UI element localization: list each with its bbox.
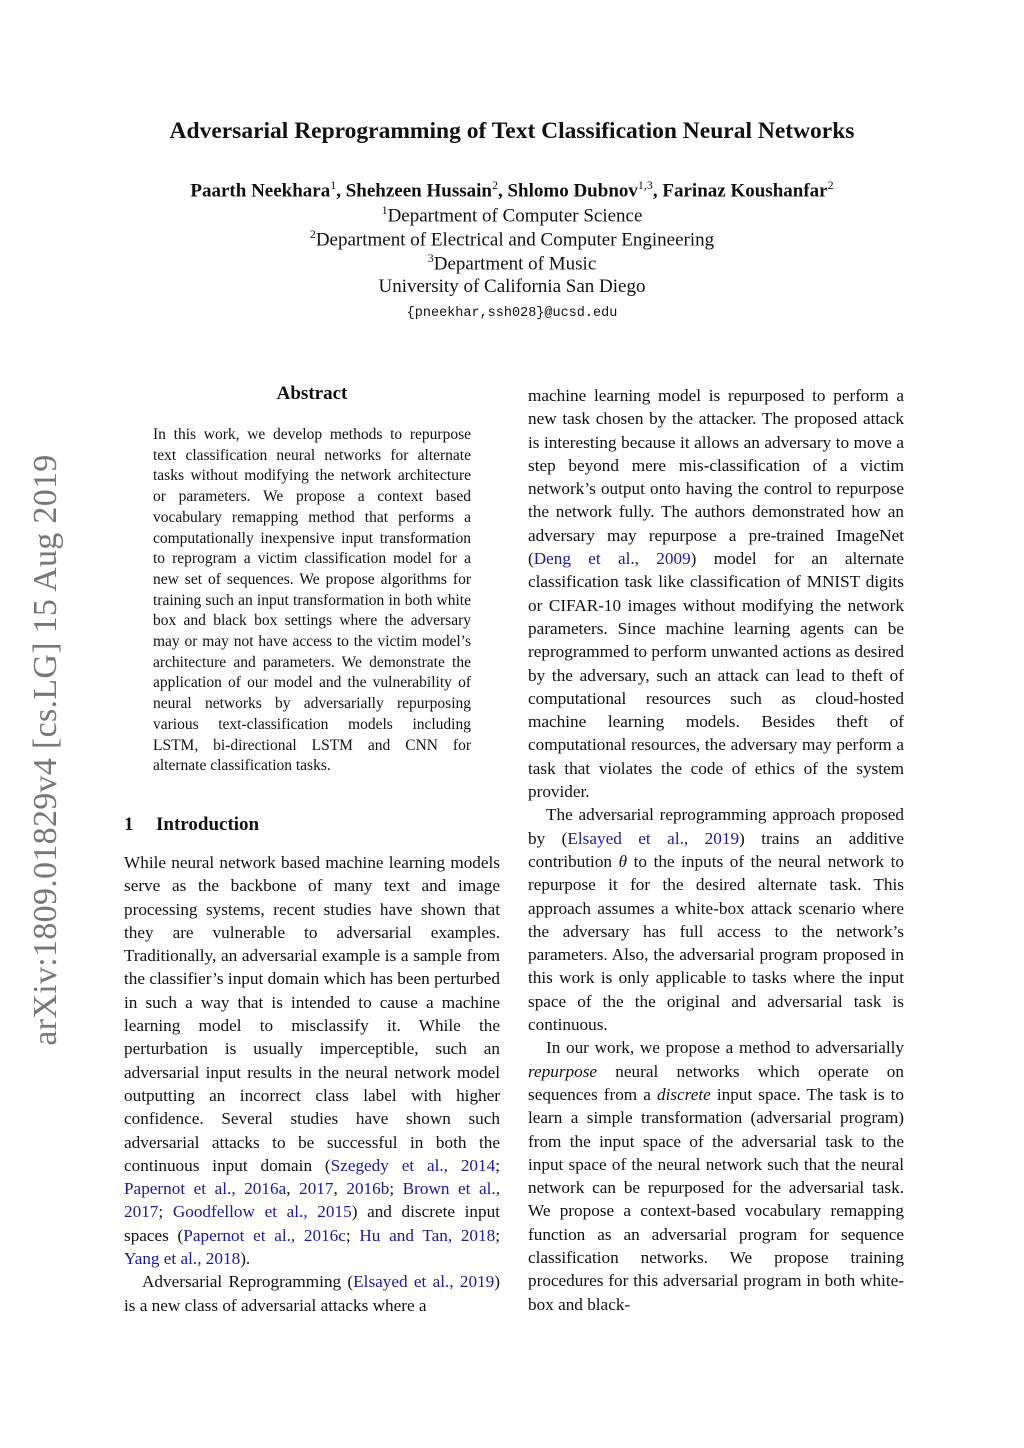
affiliation-line xyxy=(0,203,1024,227)
paper-title: Adversarial Reprogramming of Text Classification Neural Networks xyxy=(169,118,855,144)
body-text: ). xyxy=(240,1249,251,1269)
section-title: Introduction xyxy=(156,814,260,835)
body-text: to the inputs of the neural network to repurpose it for the desired alternate task. This approach assumes a white-box attack scenario where the adversary has full access to the network’s parameters. Also, the adversarial program proposed in this work is only applicable to tasks where the input space of the the original and adversarial task is continuous. xyxy=(528,851,904,1035)
author-affiliation-mark: 2 xyxy=(827,178,834,192)
affiliation-text: University of California San Diego xyxy=(378,276,646,297)
arxiv-stamp xyxy=(26,440,66,1060)
citation-link[interactable]: Papernot et al., 2016a xyxy=(124,1179,287,1199)
citation-link[interactable]: 2017 xyxy=(299,1179,334,1199)
affiliation-text: Department of Music xyxy=(433,253,597,275)
body-text: ; xyxy=(389,1179,403,1199)
emphasis-text: θ xyxy=(618,851,628,871)
paragraph xyxy=(528,1036,904,1316)
author-email: {pneekhar,ssh028}@ucsd.edu xyxy=(406,306,618,321)
author-separator: , xyxy=(652,180,663,202)
body-text: ; xyxy=(345,1225,360,1245)
author-separator: , xyxy=(497,180,508,202)
author-affiliation-mark: 1,3 xyxy=(637,178,653,192)
body-text: ; xyxy=(495,1225,500,1245)
citation-link[interactable]: Yang et al., 2018 xyxy=(124,1249,241,1269)
body-text: ) is a new class of adversarial attacks where a xyxy=(124,1272,501,1315)
affiliation-mark: 1 xyxy=(381,203,388,217)
author-name: Farinaz Koushanfar xyxy=(662,180,828,202)
body-text: The adversarial reprogramming approach proposed by ( xyxy=(528,805,904,848)
author-name: Paarth Neekhara xyxy=(190,180,331,202)
citation-link[interactable]: Papernot et al., 2016c xyxy=(183,1225,346,1245)
citation-link[interactable]: Elsayed et al., 2019 xyxy=(567,828,740,848)
emphasis-text: discrete xyxy=(656,1084,711,1104)
citation-link[interactable]: Hu and Tan, 2018 xyxy=(359,1225,496,1245)
section-number: 1 xyxy=(124,814,134,835)
paragraph xyxy=(528,384,904,803)
affiliation-line xyxy=(0,251,1024,275)
citation-link[interactable]: Elsayed et al., 2019 xyxy=(353,1272,495,1292)
body-text: While neural network based machine learning models serve as the backbone of many text and image processing systems, recent studies have shown that they are vulnerable to adversarial examples. Traditionally, an adversarial example is a sample from the classifier’s input domain which has been perturbed in such a way that is intended to cause a machine learning model to misclassify it. While the perturbation is usually imperceptible, such an adversarial input results in the neural network model outputting an incorrect class label with higher confidence. Several studies have shown such adversarial attacks to be successful in both the continuous input domain ( xyxy=(124,853,500,1175)
body-text: ; xyxy=(495,1155,500,1175)
author-name: Shlomo Dubnov xyxy=(507,180,638,202)
author-name: Shehzeen Hussain xyxy=(345,180,492,202)
affiliation-line xyxy=(0,276,1024,298)
body-text: ) and discrete input spaces ( xyxy=(124,1202,500,1245)
citation-link[interactable]: Goodfellow et al., 2015 xyxy=(172,1202,352,1222)
affiliation-text: Department of Computer Science xyxy=(387,205,643,227)
author-affiliation-mark: 2 xyxy=(491,178,498,192)
citation-link[interactable]: 2016b xyxy=(346,1179,390,1199)
arxiv-stamp-text: arXiv:1809.01829v4 [cs.LG] 15 Aug 2019 xyxy=(27,454,64,1046)
right-column-body xyxy=(528,384,904,1316)
body-text: ; xyxy=(158,1202,173,1222)
abstract-heading: Abstract xyxy=(276,383,348,404)
body-text: In our work, we propose a method to adversarially xyxy=(546,1038,904,1058)
body-text: Adversarial Reprogramming ( xyxy=(142,1272,354,1292)
affiliation-text: Department of Electrical and Computer Engineering xyxy=(315,229,715,251)
body-text: ) trains an additive contribution xyxy=(528,828,904,871)
affiliation-line xyxy=(0,227,1024,251)
body-text: ) model for an alternate classification task like classification of MNIST digits or CIFAR-10 images without modifying the network parameters. Since machine learning agents can be reprogrammed to perform unwanted actions as desired by the adversary, such an attack can lead to theft of computational resources such as cloud-hosted machine learning models. Besides theft of computational resources, the adversary may perform a task that violates the code of ethics of the system provider. xyxy=(528,549,904,802)
paragraph xyxy=(124,851,500,1270)
abstract-body: In this work, we develop methods to repurpose text classification neural networks for alternate tasks without modifying the network architecture or parameters. We propose a context based vocabulary remapping method that performs a computationally inexpensive input transformation to reprogram a victim classification model for a new set of sequences. We propose algorithms for training such an input transformation in both white box and black box settings where the adversary may or may not have access to the victim model’s architecture and parameters. We demonstrate the application of our model and the vulnerability of neural networks by adversarially repurposing various text-classification models including LSTM, bi-directional LSTM and CNN for alternate classification tasks. xyxy=(153,426,471,775)
citation-link[interactable]: Szegedy et al., 2014 xyxy=(330,1155,496,1175)
citation-link[interactable]: Deng et al., 2009 xyxy=(533,549,691,569)
body-text: , xyxy=(286,1179,300,1199)
paragraph xyxy=(124,1270,500,1317)
citation-link[interactable]: Brown et al., 2017 xyxy=(124,1179,501,1222)
body-text: machine learning model is repurposed to perform a new task chosen by the attacker. The proposed attack is interesting because it allows an adversary to move a step beyond mere mis-classification of a victim network’s output onto having the control to repurpose the network fully. The authors demonstrated how an adversary may repurpose a pre-trained ImageNet ( xyxy=(528,386,904,569)
left-column-body xyxy=(124,851,500,1317)
author-affiliation-mark: 1 xyxy=(330,178,337,192)
paragraph xyxy=(528,803,904,1036)
author-separator: , xyxy=(336,180,346,202)
emphasis-text: repurpose xyxy=(528,1061,598,1081)
author-list xyxy=(0,178,1024,202)
affiliation-mark: 2 xyxy=(309,227,316,241)
body-text: neural networks which operate on sequences from a xyxy=(528,1061,904,1104)
section-heading-introduction xyxy=(124,814,259,836)
body-text: , xyxy=(333,1179,347,1199)
affiliation-mark: 3 xyxy=(427,251,434,265)
body-text: input space. The task is to learn a simple transformation (adversarial program) from the input space of the adversarial task to the input space of the neural network such that the neural network can be repurposed for the adversarial task. We propose a context-based vocabulary remapping function as an adversarial program for sequence classification networks. We propose training procedures for this adversarial program in both white-box and black- xyxy=(528,1084,904,1314)
